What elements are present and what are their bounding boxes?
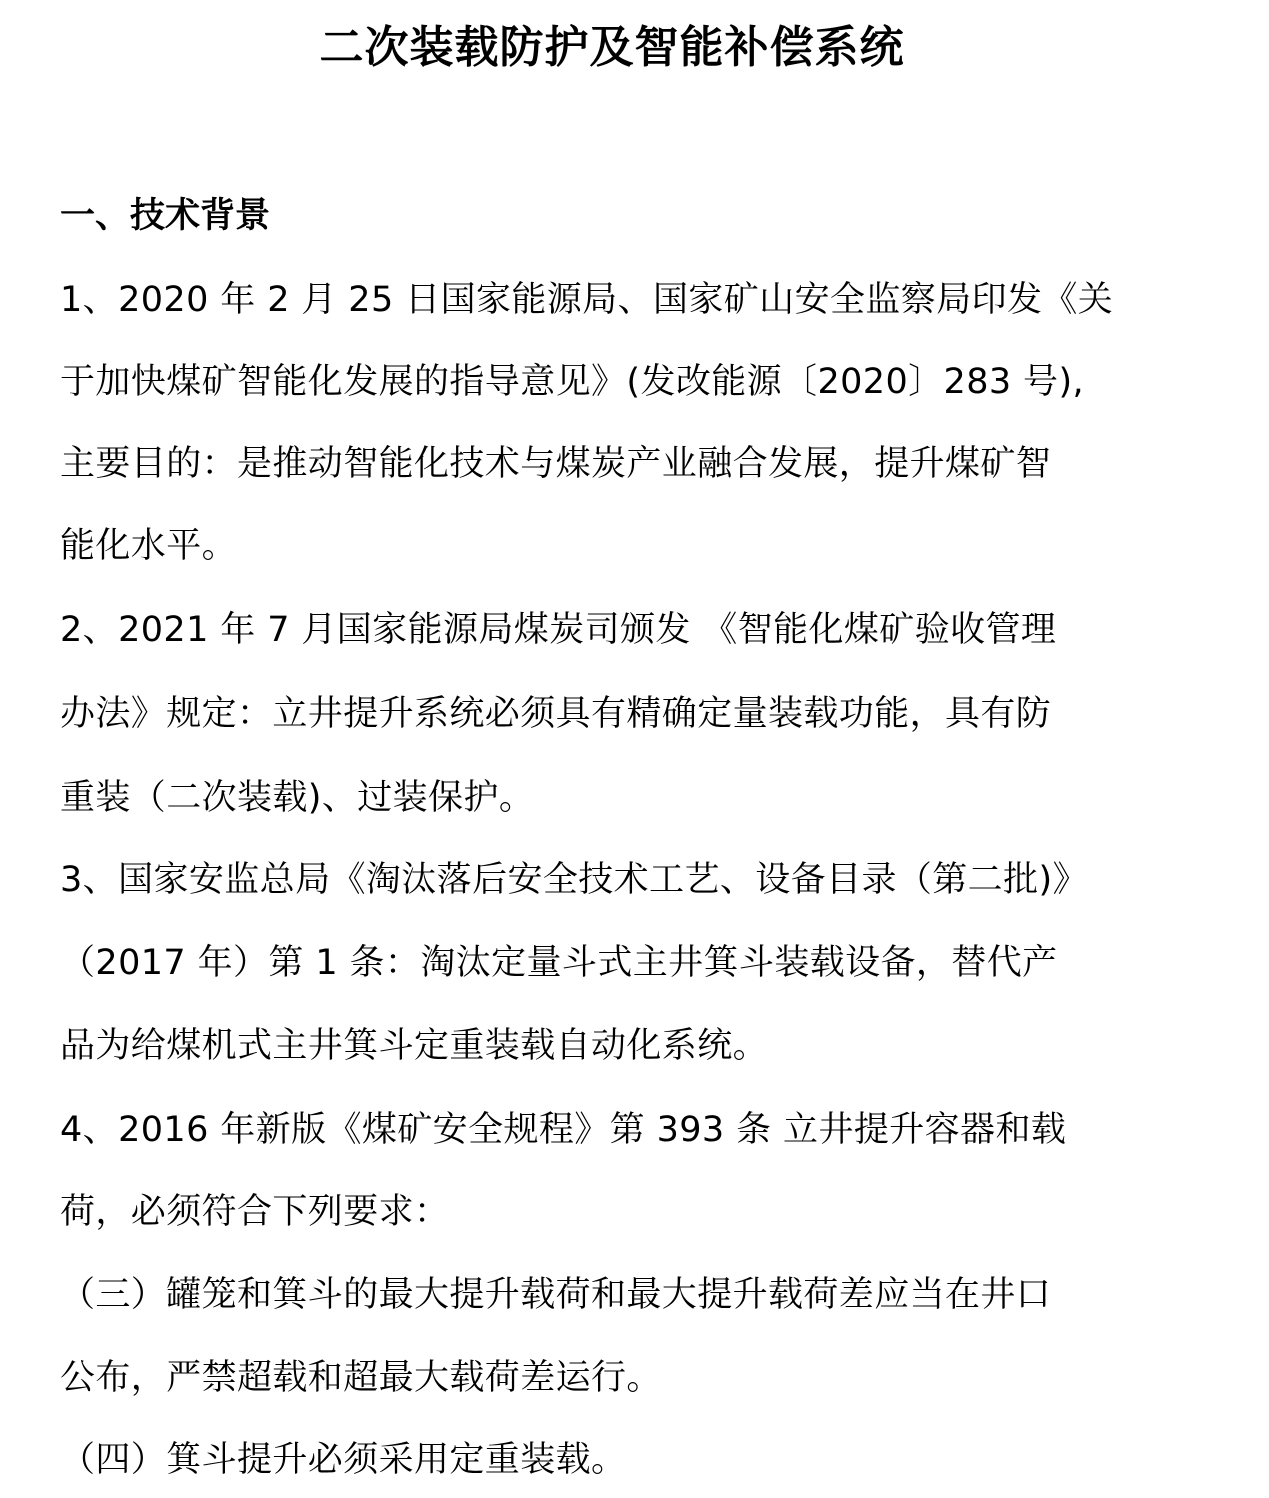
paragraph-line: 荷，必须符合下列要求： xyxy=(60,1192,450,1232)
paragraph-line: 2、2021 年 7 月国家能源局煤炭司颁发 《智能化煤矿验收管理 xyxy=(60,610,1057,650)
paragraph-line: （三）罐笼和箕斗的最大提升载荷和最大提升载荷差应当在井口 xyxy=(60,1275,1052,1315)
paragraph-line: 公布，严禁超载和超最大载荷差运行。 xyxy=(60,1358,662,1398)
paragraph-line: （四）箕斗提升必须采用定重装载。 xyxy=(60,1440,627,1480)
paragraph-line: 于加快煤矿智能化发展的指导意见》(发改能源〔2020〕283 号), xyxy=(60,362,1085,402)
paragraph-line: 品为给煤机式主井箕斗定重装载自动化系统。 xyxy=(60,1026,769,1066)
paragraph-line: 3、国家安监总局《淘汰落后安全技术工艺、设备目录（第二批)》 xyxy=(60,860,1088,900)
paragraph-line: 4、2016 年新版《煤矿安全规程》第 393 条 立井提升容器和载 xyxy=(60,1110,1067,1150)
paragraph-line: 1、2020 年 2 月 25 日国家能源局、国家矿山安全监察局印发《关 xyxy=(60,280,1114,320)
paragraph-line: 主要目的：是推动智能化技术与煤炭产业融合发展，提升煤矿智 xyxy=(60,444,1052,484)
document-title: 二次装载防护及智能补偿系统 xyxy=(319,22,905,73)
paragraph-line: 办法》规定：立井提升系统必须具有精确定量装载功能，具有防 xyxy=(60,694,1052,734)
paragraph-line: （2017 年）第 1 条：淘汰定量斗式主井箕斗装载设备，替代产 xyxy=(60,943,1058,983)
paragraph-line: 能化水平。 xyxy=(60,526,238,566)
section-heading: 一、技术背景 xyxy=(60,196,271,236)
paragraph-line: 重装（二次装载)、过装保护。 xyxy=(60,778,535,818)
